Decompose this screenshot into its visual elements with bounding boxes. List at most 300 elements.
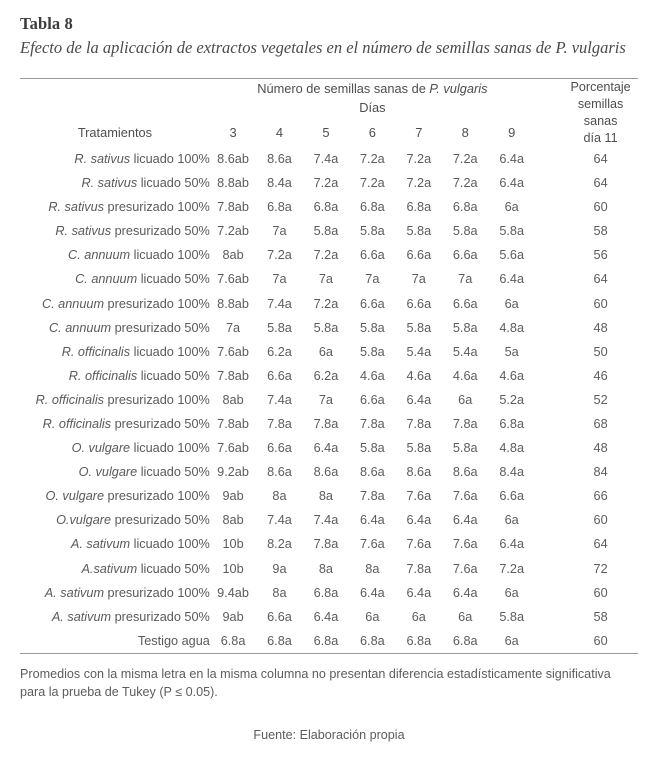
cell-gap (535, 243, 563, 267)
cell-gap (535, 364, 563, 388)
treatment-genus: R. sativus (55, 224, 112, 239)
table-row (20, 412, 638, 436)
cell-day-7: 7.2a (406, 151, 432, 166)
cell-day-4: 8.2a (267, 537, 292, 552)
cell-day-6: 7.2a (360, 176, 385, 191)
treatment-name (20, 195, 210, 219)
treatment-genus: R. officinalis (68, 368, 138, 383)
table-row (20, 316, 638, 340)
table-row (20, 460, 638, 484)
treatment-detail: presurizado 50% (111, 416, 210, 431)
cell-day-6: 6.8a (360, 633, 385, 648)
cell-day-3: 7.6ab (217, 441, 249, 456)
cell-day-4: 8a (272, 489, 287, 504)
cell-day-5: 7.8a (313, 537, 339, 552)
cell-day-4: 7.4a (267, 296, 292, 311)
cell-day-4: 8.6a (267, 465, 292, 480)
cell-day-4: 6.6a (267, 368, 292, 383)
cell-day-6: 7.8a (360, 489, 385, 504)
treatment-genus: A. sativum (70, 537, 131, 552)
cell-day-6: 8a (365, 561, 380, 576)
treatment-name (20, 508, 210, 532)
cell-day-8: 7.6a (452, 489, 478, 504)
cell-day-3: 7.6ab (217, 344, 249, 359)
cell-day-3: 7.8ab (217, 416, 249, 431)
cell-day-3: 10b (222, 561, 244, 576)
cell-day-5: 7.2a (313, 176, 339, 191)
cell-day-5: 7.2a (313, 296, 339, 311)
treatment-genus: R. officinalis (61, 344, 131, 359)
cell-percent-day-11: 64 (593, 151, 608, 166)
cell-day-5: 6.8a (313, 200, 339, 215)
cell-day-8: 7.2a (452, 176, 478, 191)
cell-gap (535, 508, 563, 532)
cell-gap (535, 484, 563, 508)
cell-percent-day-11: 60 (593, 585, 608, 600)
table-row (20, 388, 638, 412)
cell-day-6: 4.6a (360, 368, 385, 383)
header-gap (535, 118, 563, 147)
cell-percent-day-11: 46 (593, 368, 608, 383)
header-row-dias (20, 99, 638, 118)
treatment-detail: presurizado 100% (104, 200, 210, 215)
cell-day-8: 5.8a (452, 441, 478, 456)
cell-day-4: 6.6a (267, 441, 292, 456)
cell-day-7: 6.4a (406, 585, 432, 600)
cell-day-8: 6.6a (452, 248, 478, 263)
cell-day-3: 9ab (222, 489, 244, 504)
table-row (20, 605, 638, 629)
cell-day-3: 8.8ab (217, 176, 249, 191)
treatment-genus: R. sativus (48, 200, 105, 215)
treatment-genus: C. annuum (68, 248, 131, 263)
table-row (20, 340, 638, 364)
header-percent-line1: Porcentaje (570, 80, 631, 95)
cell-gap (535, 219, 563, 243)
table-header (20, 79, 638, 147)
treatment-genus: R. sativus (74, 151, 131, 166)
cell-day-5: 6.8a (313, 585, 339, 600)
cell-day-6: 5.8a (360, 320, 385, 335)
treatment-detail: licuado 50% (137, 176, 210, 191)
cell-day-4: 7.8a (267, 416, 292, 431)
treatment-genus: C. annuum (41, 296, 105, 311)
table-row (20, 291, 638, 315)
cell-day-8: 7a (458, 272, 473, 287)
cell-day-3: 8ab (222, 513, 244, 528)
table-row (20, 581, 638, 605)
cell-day-8: 7.2a (452, 151, 478, 166)
cell-day-8: 6a (458, 609, 473, 624)
treatment-genus: O.vulgare (56, 513, 112, 528)
treatment-name (20, 147, 210, 171)
header-percent-line3: día 11 (583, 131, 618, 146)
table-source: Fuente: Elaboración propia (253, 727, 405, 742)
cell-day-8: 7.6a (452, 561, 478, 576)
cell-day-4: 5.8a (267, 320, 292, 335)
cell-day-3: 8ab (222, 248, 244, 263)
cell-day-3: 7a (225, 320, 241, 335)
spanner-text-plain: Número de semillas sanas de (257, 80, 430, 96)
cell-day-7: 7.8a (406, 561, 432, 576)
cell-day-6: 6.6a (360, 296, 385, 311)
table-row (20, 147, 638, 171)
treatment-name (20, 412, 210, 436)
cell-day-9: 6.6a (499, 489, 525, 504)
treatment-name (20, 484, 210, 508)
cell-day-7: 6.8a (406, 200, 432, 215)
cell-day-5: 6.2a (313, 368, 339, 383)
cell-day-9: 6a (504, 513, 519, 528)
cell-percent-day-11: 58 (593, 609, 608, 624)
treatment-genus: O. vulgare (45, 489, 105, 504)
cell-day-9: 6a (504, 200, 519, 215)
cell-percent-day-11: 64 (593, 176, 608, 191)
header-day-3: 3 (229, 124, 237, 140)
cell-day-6: 6.6a (360, 248, 385, 263)
cell-day-5: 5.8a (313, 224, 339, 239)
cell-gap (535, 388, 563, 412)
cell-day-3: 8.6ab (217, 151, 249, 166)
treatment-detail: presurizado 50% (111, 513, 210, 528)
header-row-columns (20, 118, 638, 147)
cell-percent-day-11: 48 (593, 320, 608, 335)
treatment-detail: presurizado 50% (111, 224, 210, 239)
cell-percent-day-11: 50 (593, 344, 608, 359)
cell-day-9: 4.8a (499, 320, 525, 335)
cell-day-5: 7a (318, 392, 333, 407)
cell-day-5: 8a (318, 561, 333, 576)
cell-day-8: 6.8a (452, 200, 478, 215)
header-day-6: 6 (368, 124, 376, 140)
cell-day-5: 6a (318, 344, 333, 359)
cell-day-3: 9.2ab (217, 465, 249, 480)
cell-day-5: 6.4a (313, 441, 339, 456)
cell-day-4: 7.4a (267, 392, 292, 407)
cell-day-5: 7.4a (313, 151, 339, 166)
treatment-detail: licuado 100% (130, 441, 210, 456)
cell-percent-day-11: 84 (593, 465, 608, 480)
treatment-detail: presurizado 50% (111, 609, 210, 624)
cell-day-5: 7.4a (313, 513, 339, 528)
header-spacer (20, 79, 210, 99)
cell-gap (535, 291, 563, 315)
cell-day-7: 6.6a (406, 248, 432, 263)
cell-day-8: 8.6a (452, 465, 478, 480)
cell-day-3: 7.2ab (217, 224, 249, 239)
treatment-genus: R. sativus (81, 176, 138, 191)
treatment-name (20, 388, 210, 412)
treatment-name (20, 364, 210, 388)
cell-gap (535, 556, 563, 580)
spanner-text-species: P. vulgaris (429, 80, 488, 96)
cell-day-9: 6.4a (499, 151, 525, 166)
treatment-genus: R. officinalis (42, 416, 112, 431)
cell-day-9: 6.8a (499, 416, 525, 431)
cell-day-9: 6a (504, 585, 519, 600)
cell-day-6: 7.6a (360, 537, 385, 552)
cell-day-9: 4.6a (499, 368, 525, 383)
treatment-name (20, 243, 210, 267)
cell-gap (535, 340, 563, 364)
cell-day-7: 6.6a (406, 296, 432, 311)
table-title: Efecto de la aplicación de extractos vegetales en el número de semillas sanas de P. vulgaris (20, 37, 626, 57)
cell-day-6: 6.4a (360, 513, 385, 528)
cell-day-5: 7a (318, 272, 333, 287)
table-number: Tabla 8 (20, 14, 73, 33)
cell-day-9: 8.4a (499, 465, 525, 480)
treatment-name (20, 605, 210, 629)
treatment-genus: C. annuum (49, 320, 112, 335)
cell-gap (535, 412, 563, 436)
treatment-detail: licuado 100% (130, 248, 210, 263)
table-row (20, 556, 638, 580)
treatment-detail: licuado 50% (137, 561, 210, 576)
cell-day-9: 5.8a (499, 609, 525, 624)
cell-day-4: 8.6a (267, 151, 292, 166)
cell-percent-day-11: 52 (593, 392, 608, 407)
table-row (20, 171, 638, 195)
cell-day-7: 5.8a (406, 320, 432, 335)
treatment-name (20, 532, 210, 556)
cell-day-6: 5.8a (360, 224, 385, 239)
cell-day-4: 8.4a (267, 176, 292, 191)
treatment-detail: licuado 100% (130, 344, 210, 359)
results-table (20, 79, 638, 652)
treatment-detail: licuado 50% (137, 368, 210, 383)
cell-day-3: 7.6ab (217, 272, 249, 287)
cell-day-6: 7.2a (360, 151, 385, 166)
cell-day-7: 7a (411, 272, 426, 287)
treatment-name (20, 267, 210, 291)
cell-day-5: 8.6a (313, 465, 339, 480)
cell-day-8: 7.8a (452, 416, 478, 431)
cell-day-7: 5.8a (406, 224, 432, 239)
cell-day-6: 7a (365, 272, 380, 287)
cell-day-8: 4.6a (452, 368, 478, 383)
header-day-4: 4 (275, 124, 284, 140)
treatment-genus: A. sativum (51, 609, 112, 624)
treatment-detail: presurizado 100% (104, 585, 210, 600)
cell-day-4: 7a (272, 272, 287, 287)
header-percent-column (563, 79, 638, 147)
cell-day-9: 6.4a (499, 537, 525, 552)
cell-day-9: 6a (504, 296, 519, 311)
cell-percent-day-11: 66 (593, 489, 608, 504)
treatment-detail: licuado 50% (137, 465, 210, 480)
treatment-detail: licuado 100% (130, 537, 210, 552)
cell-day-9: 5.6a (499, 248, 525, 263)
cell-day-5: 8a (318, 489, 333, 504)
cell-day-5: 6.8a (313, 633, 339, 648)
cell-day-6: 6.4a (360, 585, 385, 600)
cell-gap (535, 460, 563, 484)
cell-gap (535, 316, 563, 340)
cell-day-5: 6.4a (313, 609, 339, 624)
treatment-name (20, 316, 210, 340)
cell-day-8: 6.4a (452, 585, 478, 600)
cell-day-8: 6a (458, 392, 473, 407)
cell-day-7: 7.6a (406, 489, 432, 504)
cell-day-3: 7.8ab (217, 368, 249, 383)
cell-day-9: 6.4a (499, 272, 525, 287)
cell-day-4: 6.2a (267, 344, 292, 359)
cell-day-7: 6.4a (406, 392, 432, 407)
cell-day-3: 8.8ab (217, 296, 249, 311)
treatment-name (20, 291, 210, 315)
cell-day-9: 6a (504, 633, 519, 648)
table-row (20, 364, 638, 388)
header-day-8: 8 (461, 124, 469, 140)
treatment-genus: O. vulgare (71, 441, 131, 456)
cell-day-8: 6.4a (452, 513, 478, 528)
treatment-detail: presurizado 50% (111, 320, 210, 335)
treatment-detail: licuado 50% (137, 272, 210, 287)
treatment-genus: O. vulgare (78, 465, 138, 480)
cell-day-8: 7.6a (452, 537, 478, 552)
header-spacer (20, 99, 210, 118)
cell-percent-day-11: 56 (593, 248, 608, 263)
cell-day-4: 6.8a (267, 200, 292, 215)
treatment-detail: presurizado 100% (104, 296, 210, 311)
table-row (20, 219, 638, 243)
cell-percent-day-11: 60 (593, 633, 608, 648)
cell-percent-day-11: 60 (593, 200, 608, 215)
cell-day-7: 7.8a (406, 416, 432, 431)
cell-day-7: 7.2a (406, 176, 432, 191)
treatment-detail: Testigo agua (137, 633, 210, 648)
cell-day-8: 6.8a (452, 633, 478, 648)
cell-percent-day-11: 60 (593, 513, 608, 528)
cell-day-7: 6.4a (406, 513, 432, 528)
caption-block (20, 0, 638, 59)
cell-day-6: 7.8a (360, 416, 385, 431)
table-row (20, 484, 638, 508)
header-day-9: 9 (508, 124, 516, 140)
cell-percent-day-11: 48 (593, 441, 608, 456)
cell-day-3: 10b (222, 537, 244, 552)
cell-day-7: 5.8a (406, 441, 432, 456)
treatment-name (20, 629, 210, 653)
cell-gap (535, 267, 563, 291)
header-treatments-label: Tratamientos (77, 124, 153, 140)
cell-day-3: 6.8a (220, 633, 246, 648)
cell-day-4: 8a (272, 585, 287, 600)
cell-day-6: 6.8a (360, 200, 385, 215)
cell-day-9: 5.2a (499, 392, 525, 407)
cell-day-6: 5.8a (360, 441, 385, 456)
header-percent-line2: semillas sanas (577, 97, 624, 129)
cell-percent-day-11: 72 (593, 561, 608, 576)
header-spanner-label (210, 79, 535, 99)
cell-day-6: 6.6a (360, 392, 385, 407)
cell-percent-day-11: 64 (593, 272, 608, 287)
cell-day-3: 7.8ab (217, 200, 249, 215)
treatment-detail: presurizado 100% (104, 392, 210, 407)
table-row (20, 243, 638, 267)
cell-day-4: 9a (272, 561, 287, 576)
treatment-name (20, 340, 210, 364)
cell-gap (535, 629, 563, 653)
header-day-7: 7 (415, 124, 423, 140)
table-row (20, 629, 638, 653)
header-gap (535, 99, 563, 118)
cell-day-7: 6a (411, 609, 426, 624)
table-row (20, 532, 638, 556)
cell-percent-day-11: 60 (593, 296, 608, 311)
treatment-genus: A.sativum (81, 561, 138, 576)
treatment-name (20, 171, 210, 195)
cell-day-8: 5.8a (452, 224, 478, 239)
cell-day-9: 6.4a (499, 176, 525, 191)
cell-day-7: 4.6a (406, 368, 432, 383)
treatment-genus: A. sativum (44, 585, 105, 600)
treatment-name (20, 460, 210, 484)
cell-gap (535, 436, 563, 460)
table-row (20, 436, 638, 460)
cell-day-4: 7.2a (267, 248, 292, 263)
cell-gap (535, 147, 563, 171)
cell-percent-day-11: 58 (593, 224, 608, 239)
header-row-spanner (20, 79, 638, 99)
cell-gap (535, 581, 563, 605)
cell-day-6: 8.6a (360, 465, 385, 480)
cell-day-3: 8ab (222, 392, 244, 407)
cell-day-8: 5.4a (452, 344, 478, 359)
cell-day-4: 6.8a (267, 633, 292, 648)
table-row (20, 195, 638, 219)
cell-day-9: 7.2a (499, 561, 525, 576)
cell-day-3: 9.4ab (217, 585, 249, 600)
treatment-name (20, 436, 210, 460)
table-body (20, 147, 638, 653)
table-row (20, 267, 638, 291)
cell-day-4: 7.4a (267, 513, 292, 528)
header-gap (535, 79, 563, 99)
header-dias-label: Días (359, 100, 386, 116)
cell-day-7: 7.6a (406, 537, 432, 552)
table-rule-bottom (20, 653, 638, 654)
cell-day-6: 6a (365, 609, 380, 624)
cell-day-4: 7a (272, 224, 287, 239)
cell-gap (535, 195, 563, 219)
cell-gap (535, 605, 563, 629)
cell-day-5: 7.2a (313, 248, 339, 263)
cell-day-4: 6.6a (267, 609, 292, 624)
cell-gap (535, 532, 563, 556)
cell-percent-day-11: 68 (593, 416, 608, 431)
cell-day-5: 7.8a (313, 416, 339, 431)
cell-day-7: 8.6a (406, 465, 432, 480)
treatment-name (20, 581, 210, 605)
cell-day-8: 6.6a (452, 296, 478, 311)
cell-percent-day-11: 64 (593, 537, 608, 552)
cell-day-5: 5.8a (313, 320, 339, 335)
treatment-detail: presurizado 100% (104, 489, 210, 504)
cell-day-9: 4.8a (499, 441, 525, 456)
header-day-5: 5 (322, 124, 330, 140)
table-row (20, 508, 638, 532)
table-note: Promedios con la misma letra en la misma columna no presentan diferencia estadísticamente significativa para la prueba de Tukey (P ≤ 0.05). (20, 666, 611, 699)
treatment-name (20, 219, 210, 243)
cell-day-6: 5.8a (360, 344, 385, 359)
cell-day-8: 5.8a (452, 320, 478, 335)
treatment-name (20, 556, 210, 580)
cell-day-9: 5a (504, 344, 519, 359)
cell-day-7: 5.4a (406, 344, 432, 359)
treatment-genus: R. officinalis (35, 392, 105, 407)
treatment-detail: licuado 100% (130, 151, 210, 166)
